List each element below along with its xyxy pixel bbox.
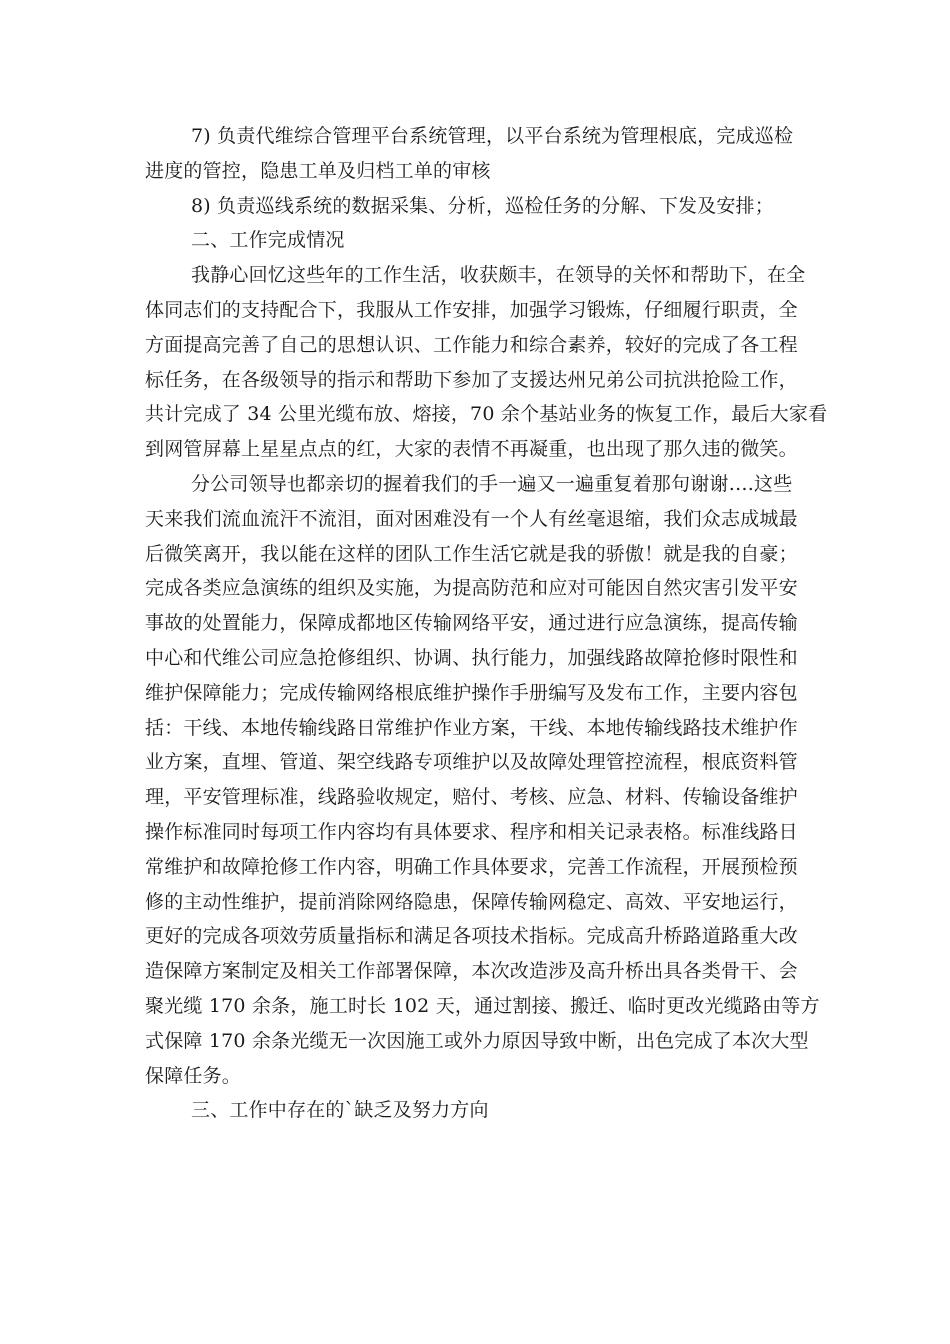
paragraph-2-line: 天来我们流血流汗不流泪，面对困难没有一个人有丝毫退缩，我们众志成城最 <box>145 507 798 530</box>
paragraph-2-line: 修的主动性维护，提前消除网络隐患，保障传输网稳定、高效、平安地运行， <box>145 890 798 913</box>
paragraph-2-line: 式保障 170 余条光缆无一次因施工或外力原因导致中断，出色完成了本次大型 <box>145 1029 809 1052</box>
paragraph-2-line: 常维护和故障抢修工作内容，明确工作具体要求，完善工作流程，开展预检预 <box>145 855 798 878</box>
paragraph-1-line: 体同志们的支持配合下，我服从工作安排，加强学习锻炼，仔细履行职责，全 <box>145 298 798 321</box>
section-2-heading: 二、工作完成情况 <box>191 229 345 252</box>
item-7-line-2: 进度的管控，隐患工单及归档工单的审核 <box>145 159 491 182</box>
paragraph-1-line: 共计完成了 34 公里光缆布放、熔接，70 余个基站业务的恢复工作，最后大家看 <box>145 403 828 426</box>
paragraph-2-line: 聚光缆 170 余条，施工时长 102 天，通过割接、搬迁、临时更改光缆路由等方 <box>145 994 820 1017</box>
paragraph-2-line: 操作标准同时每项工作内容均有具体要求、程序和相关记录表格。标准线路日 <box>145 820 798 843</box>
paragraph-2-line: 造保障方案制定及相关工作部署保障，本次改造涉及高升桥出具各类骨干、会 <box>145 960 798 983</box>
paragraph-1-line: 方面提高完善了自己的思想认识、工作能力和综合素养，较好的完成了各工程 <box>145 333 798 356</box>
paragraph-2-line: 中心和代维公司应急抢修组织、协调、执行能力，加强线路故障抢修时限性和 <box>145 646 798 669</box>
paragraph-2-line: 括：干线、本地传输线路日常维护作业方案，干线、本地传输线路技术维护作 <box>145 716 798 739</box>
paragraph-2-line: 事故的处置能力，保障成都地区传输网络平安，通过进行应急演练，提高传输 <box>145 612 798 635</box>
paragraph-2-line: 完成各类应急演练的组织及实施，为提高防范和应对可能因自然灾害引发平安 <box>145 577 798 600</box>
paragraph-2-line: 理，平安管理标准，线路验收规定，赔付、考核、应急、材料、传输设备维护 <box>145 786 798 809</box>
paragraph-2-line: 后微笑离开，我以能在这样的团队工作生活它就是我的骄傲！就是我的自豪； <box>145 542 798 565</box>
paragraph-1-line: 我静心回忆这些年的工作生活，收获颇丰，在领导的关怀和帮助下，在全 <box>191 264 806 287</box>
paragraph-2-line: 分公司领导也都亲切的握着我们的手一遍又一遍重复着那句谢谢….这些 <box>191 472 793 495</box>
item-7-line-1: 7) 负责代维综合管理平台系统管理，以平台系统为管理根底，完成巡检 <box>191 125 794 147</box>
paragraph-2-line: 更好的完成各项效劳质量指标和满足各项技术指标。完成高升桥路道路重大改 <box>145 925 798 948</box>
document-body <box>145 119 828 1128</box>
paragraph-1-line: 标任务，在各级领导的指示和帮助下参加了支援达州兄弟公司抗洪抢险工作， <box>145 368 798 391</box>
item-8: 8) 负责巡线系统的数据采集、分析，巡检任务的分解、下发及安排； <box>191 194 774 217</box>
paragraph-1-line: 到网管屏幕上星星点点的红，大家的表情不再凝重，也出现了那久违的微笑。 <box>145 438 798 461</box>
section-3-heading: 三、工作中存在的`缺乏及努力方向 <box>191 1099 489 1122</box>
paragraph-2-line: 业方案，直埋、管道、架空线路专项维护以及故障处理管控流程，根底资料管 <box>145 751 798 774</box>
paragraph-2-line: 维护保障能力；完成传输网络根底维护操作手册编写及发布工作，主要内容包 <box>145 681 798 704</box>
paragraph-2-line: 保障任务。 <box>145 1064 242 1087</box>
